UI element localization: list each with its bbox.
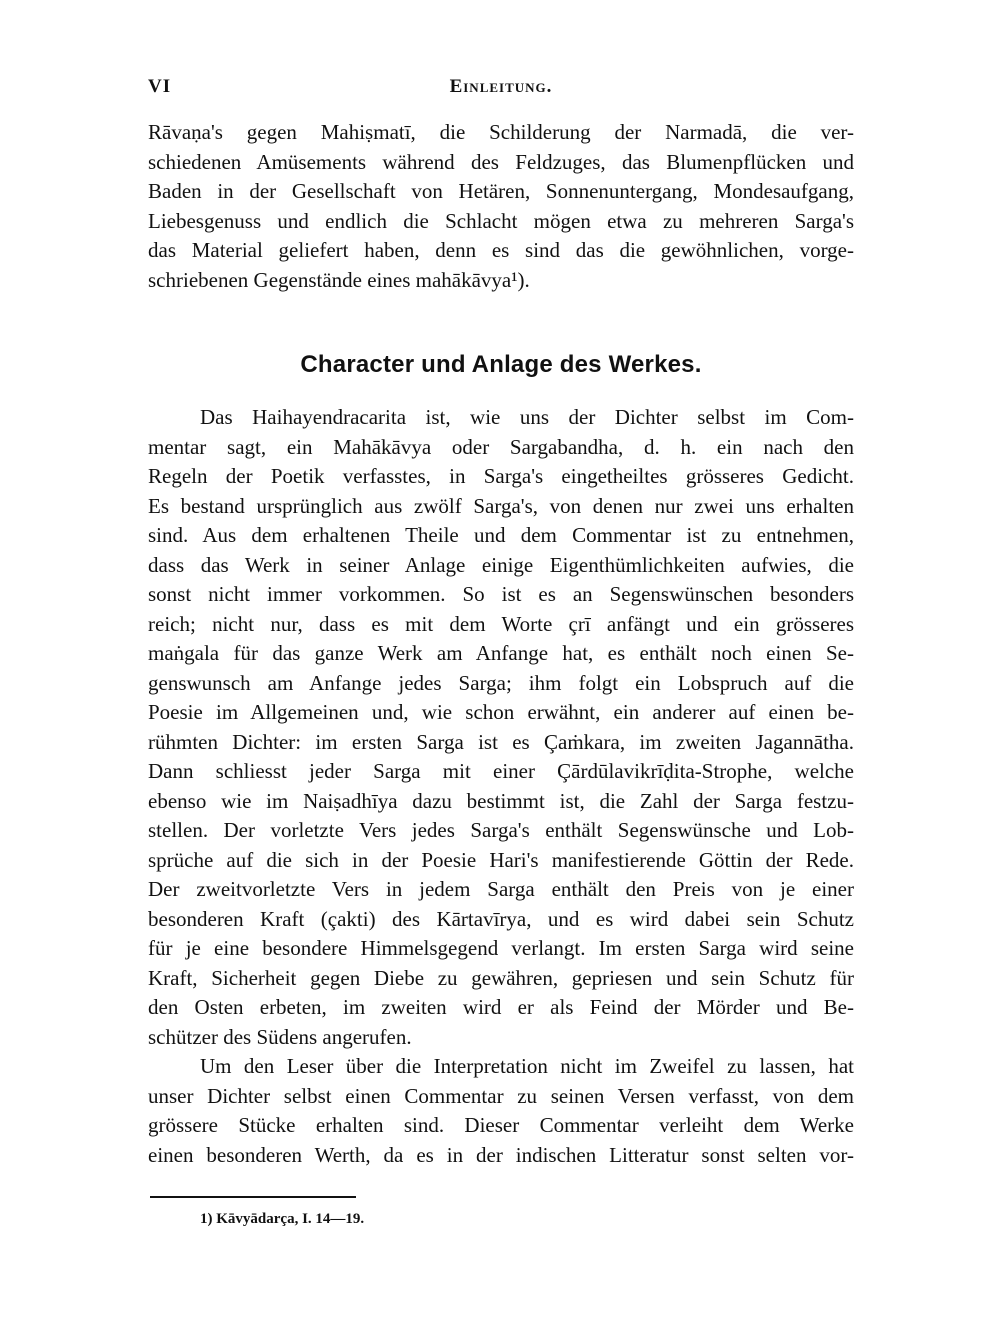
text-line: Dann schliesst jeder Sarga mit einer Çārdūlavikrīḍita-Strophe, welche bbox=[148, 759, 854, 783]
text-line: sprüche auf die sich in der Poesie Hari's manifestierende Göttin der Rede. bbox=[148, 847, 854, 872]
page-number: VI bbox=[148, 76, 172, 97]
text-line: sonst nicht immer vorkommen. So ist es an Segenswünschen besonders bbox=[148, 582, 854, 606]
text-line: grössere Stücke erhalten sind. Dieser Commentar verleiht dem Werke bbox=[148, 1113, 854, 1137]
text-line: stellen. Der vorletzte Vers jedes Sarga's enthält Segenswünsche und Lob- bbox=[148, 818, 854, 842]
text-line: das Material geliefert haben, denn es sind das die gewöhnlichen, vorge- bbox=[148, 238, 854, 262]
text-line: Der zweitvorletzte Vers in jedem Sarga enthält den Preis von je einer bbox=[148, 877, 854, 901]
text-line: Um den Leser über die Interpretation nicht im Zweifel zu lassen, hat bbox=[200, 1054, 854, 1078]
running-title: Einleitung. bbox=[449, 76, 553, 97]
text-line: dass das Werk in seiner Anlage einige Eigenthümlichkeiten aufwies, die bbox=[148, 552, 854, 577]
footnote-rule bbox=[150, 1196, 356, 1198]
text-line: Kraft, Sicherheit gegen Diebe zu gewähren, gepriesen und sein Schutz für bbox=[148, 965, 854, 990]
text-line: Rāvaṇa's gegen Mahiṣmatī, die Schilderung der Narmadā, die ver- bbox=[148, 120, 854, 144]
text-line: rühmten Dichter: im ersten Sarga ist es Çaṁkara, im zweiten Jagannātha. bbox=[148, 729, 854, 754]
text-line: sind. Aus dem erhaltenen Theile und dem Commentar ist zu entnehmen, bbox=[148, 523, 854, 547]
text-line: mentar sagt, ein Mahākāvya oder Sargabandha, d. h. ein nach den bbox=[148, 434, 854, 459]
text-line: Das Haihayendracarita ist, wie uns der Dichter selbst im Com- bbox=[200, 405, 854, 429]
section-heading: Character und Anlage des Werkes. bbox=[300, 351, 702, 378]
text-line: schriebenen Gegenstände eines mahākāvya¹). bbox=[148, 267, 530, 292]
text-line: Poesie im Allgemeinen und, wie schon erwähnt, ein anderer auf einen be- bbox=[148, 700, 854, 724]
text-line: schiedenen Amüsements während des Feldzuges, das Blumenpflücken und bbox=[148, 149, 854, 174]
paragraph-continuation bbox=[148, 118, 854, 295]
text-line: Liebesgenuss und endlich die Schlacht mögen etwa zu mehreren Sarga's bbox=[148, 208, 854, 233]
text-line: den Osten erbeten, im zweiten wird er als Feind der Mörder und Be- bbox=[148, 995, 854, 1019]
text-line: schützer des Südens angerufen. bbox=[148, 1024, 412, 1049]
footnote: 1) Kāvyādarça, I. 14—19. bbox=[200, 1211, 365, 1227]
text-line: unser Dichter selbst einen Commentar zu seinen Versen verfasst, von dem bbox=[148, 1083, 854, 1108]
text-line: Regeln der Poetik verfasstes, in Sarga's eingetheiltes grösseres Gedicht. bbox=[148, 464, 854, 488]
running-head bbox=[148, 76, 854, 102]
text-line: Baden in der Gesellschaft von Hetären, Sonnenuntergang, Mondesaufgang, bbox=[148, 179, 854, 203]
text-line: genswunsch am Anfange jedes Sarga; ihm folgt ein Lobspruch auf die bbox=[148, 670, 854, 695]
text-line: ebenso wie im Naiṣadhīya dazu bestimmt ist, die Zahl der Sarga festzu- bbox=[148, 788, 854, 813]
text-line: Es bestand ursprünglich aus zwölf Sarga's, von denen nur zwei uns erhalten bbox=[148, 493, 854, 518]
body-text bbox=[148, 403, 854, 1170]
text-line: reich; nicht nur, dass es mit dem Worte çrī anfängt und ein grösseres bbox=[148, 611, 854, 636]
text-line: besonderen Kraft (çakti) des Kārtavīrya, und es wird dabei sein Schutz bbox=[148, 906, 854, 931]
text-line: für je eine besondere Himmelsgegend verlangt. Im ersten Sarga wird seine bbox=[148, 936, 854, 960]
text-line: maṅgala für das ganze Werk am Anfange hat, es enthält noch einen Se- bbox=[148, 641, 854, 665]
text-line: einen besonderen Werth, da es in der indischen Litteratur sonst selten vor- bbox=[148, 1142, 854, 1167]
